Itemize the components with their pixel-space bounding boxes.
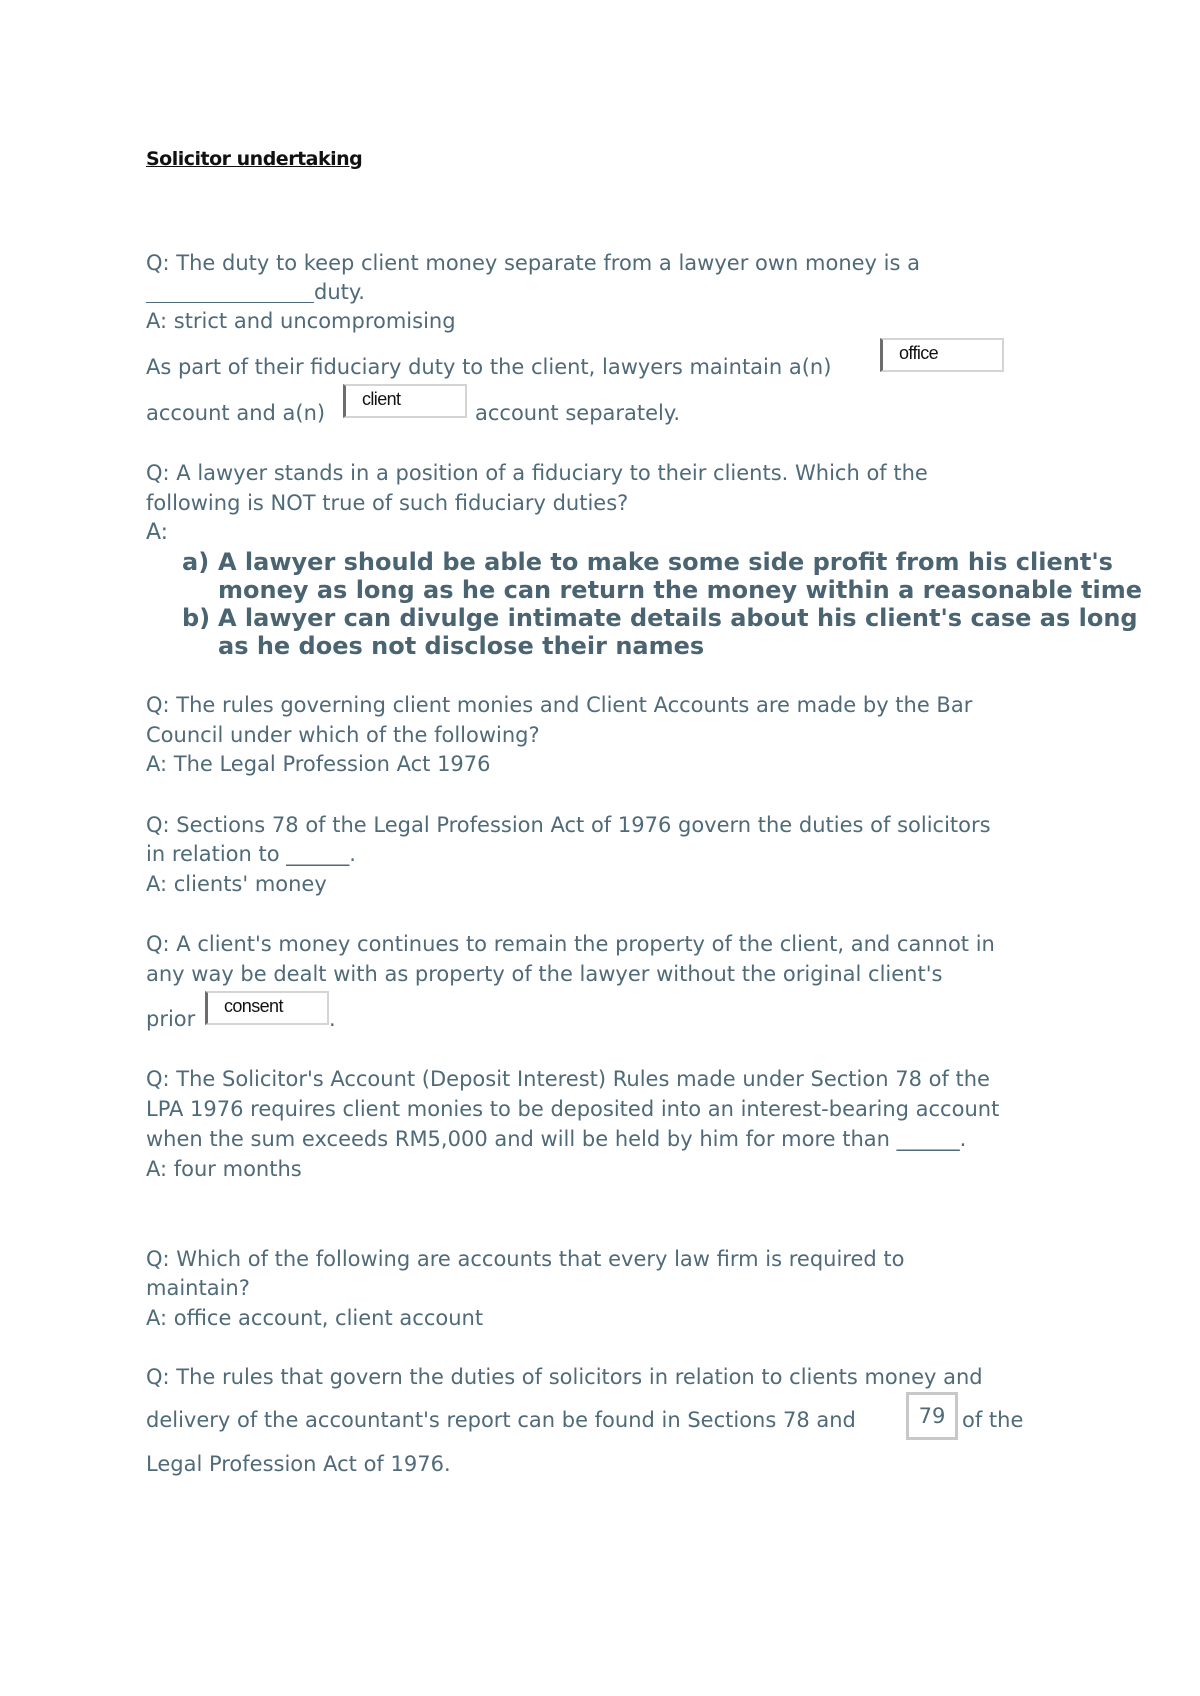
q8-question-line2-end: of the (962, 1408, 1024, 1432)
q5-consent-field[interactable]: consent (205, 991, 329, 1025)
q6-answer: A: four months (146, 1157, 302, 1181)
q2-option-a-letter: a) (182, 548, 210, 576)
q4-answer: A: clients' money (146, 872, 327, 896)
q4-question-line1: Q: Sections 78 of the Legal Profession Act of 1976 govern the duties of solicitors (146, 813, 991, 837)
q5-question-line3-start: prior (146, 1007, 196, 1031)
q2-option-a-line1: A lawyer should be able to make some side profit from his client's (218, 548, 1113, 576)
q7-answer: A: office account, client account (146, 1306, 484, 1330)
q5-question-line2: any way be dealt with as property of the lawyer without the original client's (146, 962, 943, 986)
q2-answer-label: A: (146, 520, 169, 545)
fill1-office-field[interactable]: office (880, 338, 1004, 372)
q2-option-b-line2: as he does not disclose their names (218, 632, 705, 660)
q2-option-a-line2: money as long as he can return the money within a reasonable time (218, 576, 1143, 604)
page-title: Solicitor undertaking (146, 148, 363, 170)
fill1-line2-end: account separately. (475, 401, 680, 425)
q3-answer: A: The Legal Profession Act 1976 (146, 752, 491, 776)
q2-option-b-line1: A lawyer can divulge intimate details about his client's case as long (218, 604, 1138, 632)
q3-question-line1: Q: The rules governing client monies and Client Accounts are made by the Bar (146, 693, 973, 717)
q6-question-line1: Q: The Solicitor's Account (Deposit Interest) Rules made under Section 78 of the (146, 1067, 990, 1091)
q3-question-line2: Council under which of the following? (146, 723, 540, 747)
q8-section-number-field[interactable]: 79 (906, 1392, 958, 1440)
q8-question-line1: Q: The rules that govern the duties of solicitors in relation to clients money and (146, 1365, 983, 1389)
fill1-line2-start: account and a(n) (146, 401, 326, 425)
fill1-line1: As part of their fiduciary duty to the client, lawyers maintain a(n) (146, 355, 832, 379)
q1-question-line2: duty. (314, 280, 365, 304)
q7-question-line2: maintain? (146, 1276, 250, 1300)
q4-question-line2: in relation to ______. (146, 842, 356, 866)
q5-question-line3-end: . (329, 1007, 336, 1031)
q2-question-line1: Q: A lawyer stands in a position of a fiduciary to their clients. Which of the (146, 461, 928, 485)
q6-question-line3: when the sum exceeds RM5,000 and will be held by him for more than ______. (146, 1127, 967, 1151)
q6-question-line2: LPA 1976 requires client monies to be deposited into an interest-bearing account (146, 1097, 1000, 1121)
q2-question-line2: following is NOT true of such fiduciary duties? (146, 491, 629, 515)
q7-question-line1: Q: Which of the following are accounts that every law firm is required to (146, 1247, 905, 1271)
q8-question-line2-start: delivery of the accountant's report can be found in Sections 78 and (146, 1408, 856, 1432)
q2-option-b-letter: b) (182, 604, 211, 632)
fill1-client-field[interactable]: client (343, 384, 467, 418)
q1-question-line1: Q: The duty to keep client money separate from a lawyer own money is a (146, 251, 920, 275)
q8-question-line3: Legal Profession Act of 1976. (146, 1452, 451, 1476)
q1-blank-line (146, 302, 314, 303)
q1-answer: A: strict and uncompromising (146, 309, 456, 333)
q5-question-line1: Q: A client's money continues to remain the property of the client, and cannot in (146, 932, 995, 956)
